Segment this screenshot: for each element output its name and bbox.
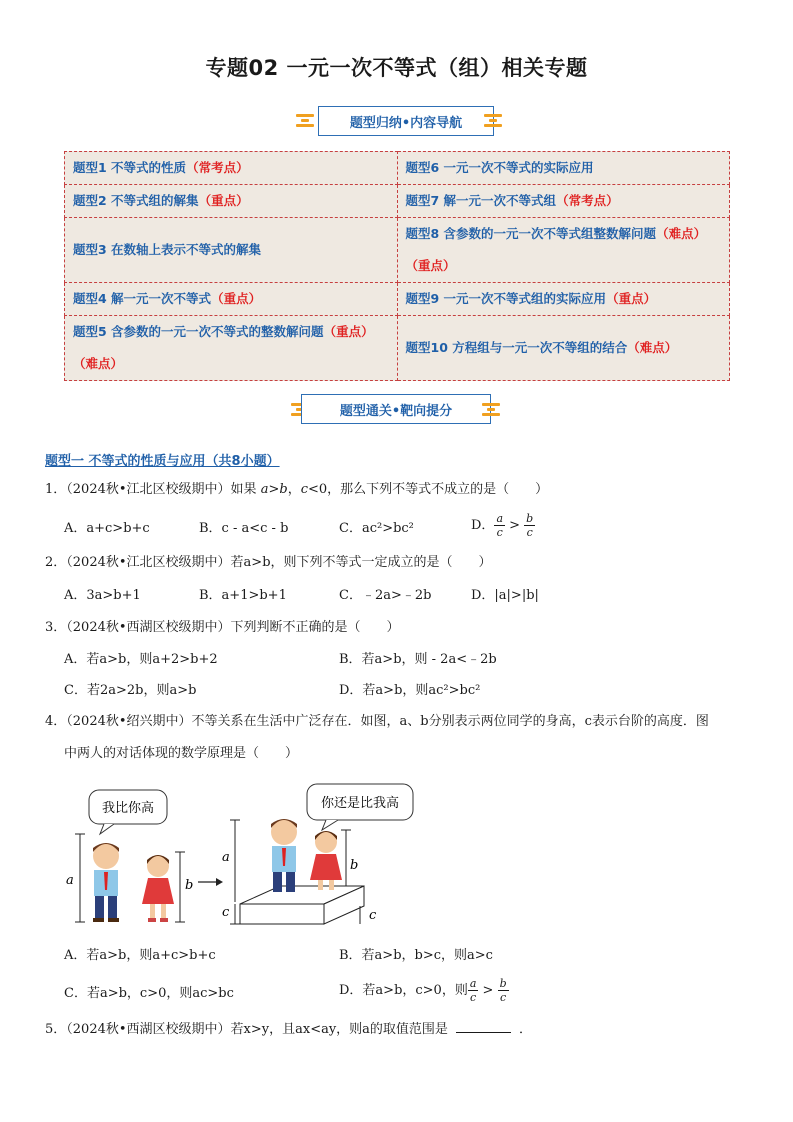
measure-a-left (75, 834, 85, 922)
question-text: ，那么下列不等式不成立的是（ ） (327, 482, 549, 497)
step-platform (240, 886, 364, 924)
q2-option-d[interactable]: D．|a|>|b| (471, 588, 539, 603)
q3-option-d[interactable]: D．若a>b，则ac²>bc² (339, 683, 481, 698)
question-4: 4．（2024秋•绍兴期中）不等关系在生活中广泛存在．如图，a、b分别表示两位同学的身高，c表示台阶的高度．图 (45, 714, 709, 729)
q1-option-b[interactable]: B．c - a<c - b (199, 521, 289, 536)
q3-option-b[interactable]: B．若a>b，则 - 2a<﹣2b (339, 652, 497, 667)
banner-deco-right-icon (484, 113, 502, 127)
question-2: 2．（2024秋•江北区校级期中）若a>b，则下列不等式一定成立的是（ ） (45, 555, 492, 570)
nav-row (65, 152, 730, 185)
nav-item-9[interactable]: 题型9 一元一次不等式组的实际应用（重点） (397, 283, 730, 316)
nav-row (65, 316, 730, 381)
arrow-right-icon (198, 878, 223, 886)
section-heading[interactable]: 题型一 不等式的性质与应用（共8小题） (45, 454, 280, 469)
label-a: a (66, 873, 74, 888)
label-c-left: c (222, 905, 230, 920)
question-3: 3．（2024秋•西湖区校级期中）下列判断不正确的是（ ） (45, 620, 400, 635)
q4-option-b[interactable]: B．若a>b，b>c，则a>c (339, 948, 493, 963)
q2-option-c[interactable]: C．﹣2a>﹣2b (339, 588, 432, 603)
answer-blank[interactable] (456, 1032, 511, 1033)
boy-on-step-icon (271, 819, 297, 892)
q2-option-a[interactable]: A．3a>b+1 (64, 588, 141, 603)
bubble-left-text: 我比你高 (101, 801, 155, 816)
question-number: 1． (45, 482, 67, 497)
question-1: 1．（2024秋•江北区校级期中）如果 a>b，c<0，那么下列不等式不成立的是（ ） (45, 482, 549, 497)
girl-figure-icon (142, 855, 174, 922)
q1-option-a[interactable]: A．a+c>b+c (64, 521, 150, 536)
height-comparison-figure (64, 776, 424, 936)
label-b: b (185, 878, 194, 893)
q1-option-d[interactable]: D． $\frac{a}{c}$ > $\frac{b}{c}$ (471, 512, 534, 539)
measure-a-right (230, 820, 240, 902)
measure-b-left (175, 852, 185, 922)
question-text: 如果 (230, 482, 257, 497)
question-source: （2024秋•江北区校级期中） (66, 482, 231, 497)
bubble-right-text: 你还是比我高 (320, 796, 400, 811)
q3-option-c[interactable]: C．若2a>2b，则a>b (64, 683, 197, 698)
banner-deco-right-icon (482, 402, 500, 416)
nav-item-2[interactable]: 题型2 不等式组的解集（重点） (65, 185, 398, 218)
q4-option-c[interactable]: C．若a>b，c>0，则ac>bc (64, 986, 234, 1001)
page-title: 专题02 一元一次不等式（组）相关专题 (205, 56, 588, 80)
q4-option-d[interactable]: D．若a>b，c>0，则 $\frac{a}{c}$ > $\frac{b}{c}$ (339, 977, 507, 1004)
nav-row (65, 283, 730, 316)
q3-option-a[interactable]: A．若a>b，则a+2>b+2 (64, 652, 218, 667)
nav-item-8[interactable]: 题型8 含参数的一元一次不等式组整数解问题（难点）（重点） (397, 218, 730, 283)
topic-nav-table (64, 151, 730, 381)
nav-row (65, 218, 730, 283)
nav-item-6[interactable]: 题型6 一元一次不等式的实际应用 (397, 152, 730, 185)
q4-option-a[interactable]: A．若a>b，则a+c>b+c (64, 948, 216, 963)
nav-item-7[interactable]: 题型7 解一元一次不等式组（常考点） (397, 185, 730, 218)
girl-on-step-icon (310, 831, 342, 890)
nav-item-4[interactable]: 题型4 解一元一次不等式（重点） (65, 283, 398, 316)
nav-item-10[interactable]: 题型10 方程组与一元一次不等组的结合（难点） (397, 316, 730, 381)
q2-option-b[interactable]: B．a+1>b+1 (199, 588, 287, 603)
nav-item-1[interactable]: 题型1 不等式的性质（常考点） (65, 152, 398, 185)
banner-content-nav: 题型归纳•内容导航 (318, 106, 494, 136)
banner-deco-left-icon (296, 113, 314, 127)
q1-option-c[interactable]: C．ac²>bc² (339, 521, 414, 536)
nav-item-5[interactable]: 题型5 含参数的一元一次不等式的整数解问题（重点）（难点） (65, 316, 398, 381)
nav-row (65, 185, 730, 218)
question-4-line2: 中两人的对话体现的数学原理是（ ） (64, 746, 299, 761)
label-c-right: c (369, 908, 377, 923)
question-5: 5．（2024秋•西湖区校级期中）若x>y，且ax<ay，则a的取值范围是 ． (45, 1022, 532, 1037)
label-b-right: b (350, 858, 359, 873)
label-a-right: a (222, 850, 230, 865)
boy-figure-icon (93, 843, 119, 922)
nav-item-3[interactable]: 题型3 在数轴上表示不等式的解集 (65, 218, 398, 283)
measure-c-left (230, 904, 240, 924)
banner-practice: 题型通关•靶向提分 (301, 394, 491, 424)
